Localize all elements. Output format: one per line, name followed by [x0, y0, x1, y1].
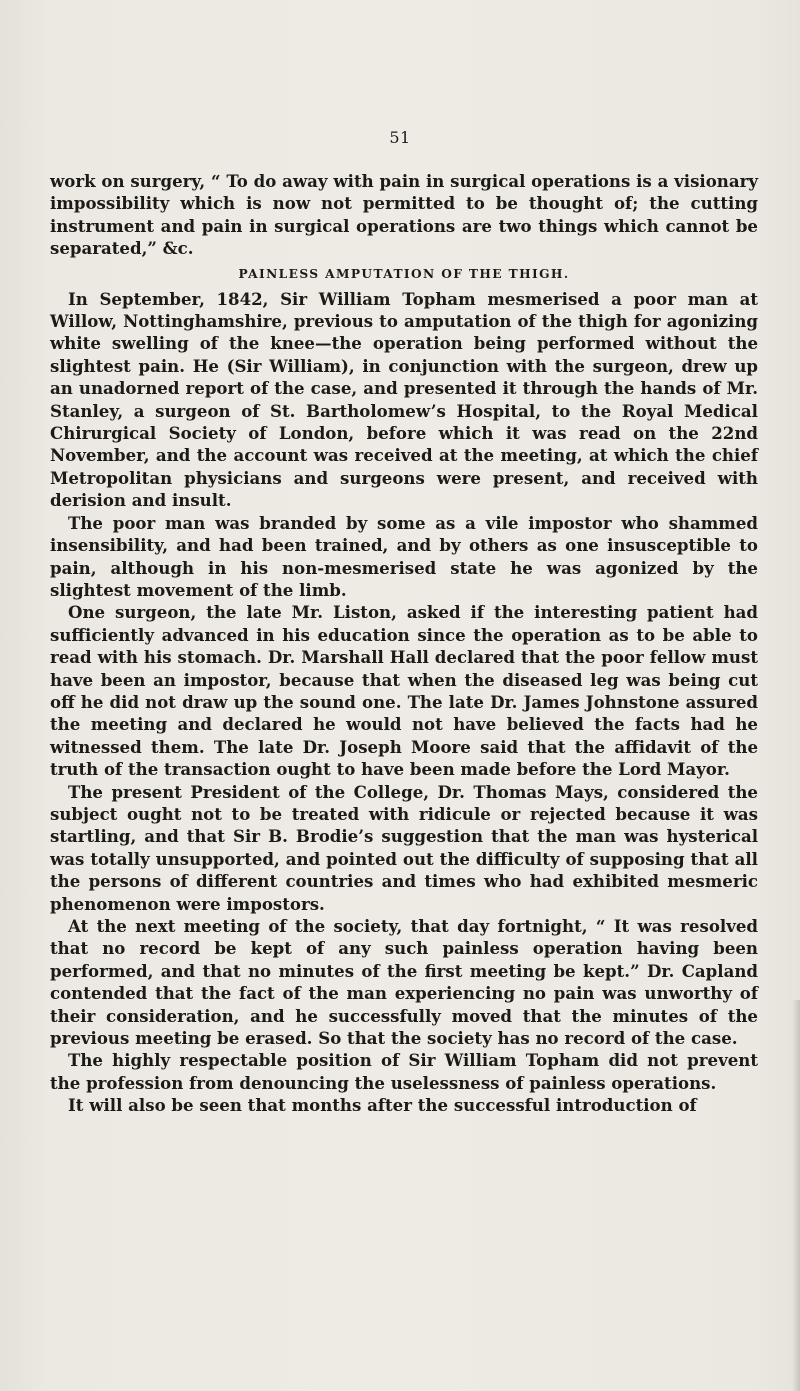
paragraph-2: In September, 1842, Sir William Topham mesmerised a poor man at Willow, Nottinghamshire, previous to amputation of the thigh for agonizing white swelling of the knee—the operation being performed without the slightest pain. He (Sir William), in conjunction with the surgeon, drew up an unadorned report of the case, and presented it through the hands of Mr. Stanley, a surgeon of St. Bartholomew’s Hospital, to the Royal Medical Chirurgical Society of London, before which it was read on the 22nd November, and the account was received at the meeting, at which the chief Metropolitan physicians and surgeons were present, and received with derision and insult.: [50, 288, 758, 511]
paragraph-5: The present President of the College, Dr. Thomas Mays, considered the subject ought not to be treated with ridicule or rejected because it was startling, and that Sir B. Brodie’s suggestion that the man was hysterical was totally unsupported, and pointed out the difficulty of supposing that all the persons of different countries and times who had exhibited mesmeric phenomenon were impostors.: [50, 781, 758, 914]
page-number: 51: [389, 128, 411, 147]
page-edge-shadow: [792, 1000, 800, 1391]
paragraph-4: One surgeon, the late Mr. Liston, asked if the interesting patient had sufficiently advanced in his education since the operation as to be able to read with his stomach. Dr. Marshall Hall declared that the poor fellow must have been an impostor, because that when the diseased leg was being cut off he did not draw up the sound one. The late Dr. James Johnstone assured the meeting and declared he would not have believed the facts had he witnessed them. The late Dr. Joseph Moore said that the affidavit of the truth of the transaction ought to have been made before the Lord Mayor.: [50, 602, 758, 780]
paragraph-8: It will also be seen that months after the successful introduction of: [68, 1095, 697, 1116]
paragraph-1: work on surgery, “ To do away with pain in surgical operations is a visionary impossibility which is now not permitted to be thought of; the cutting instrument and pain in surgical operations are two things which cannot be separated,” &c.: [50, 171, 758, 259]
paragraph-3: The poor man was branded by some as a vile impostor who shammed insensibility, and had been trained, and by others as one insusceptible to pain, although in his non-mesmerised state he was agonized by the slightest movement of the limb.: [50, 512, 758, 600]
section-heading: PAINLESS AMPUTATION OF THE THIGH.: [238, 266, 570, 281]
paragraph-7: The highly respectable position of Sir William Topham did not prevent the profession from denouncing the uselessness of painless operations.: [50, 1050, 758, 1093]
page-body: [50, 170, 758, 1117]
paragraph-6: At the next meeting of the society, that day fortnight, “ It was resolved that no record be kept of any such painless operation having been performed, and that no minutes of the first meeting be kept.” Dr. Capland contended that the fact of the man experiencing no pain was unworthy of their consideration, and he successfully moved that the minutes of the previous meeting be erased. So that the society has no record of the case.: [50, 916, 758, 1049]
